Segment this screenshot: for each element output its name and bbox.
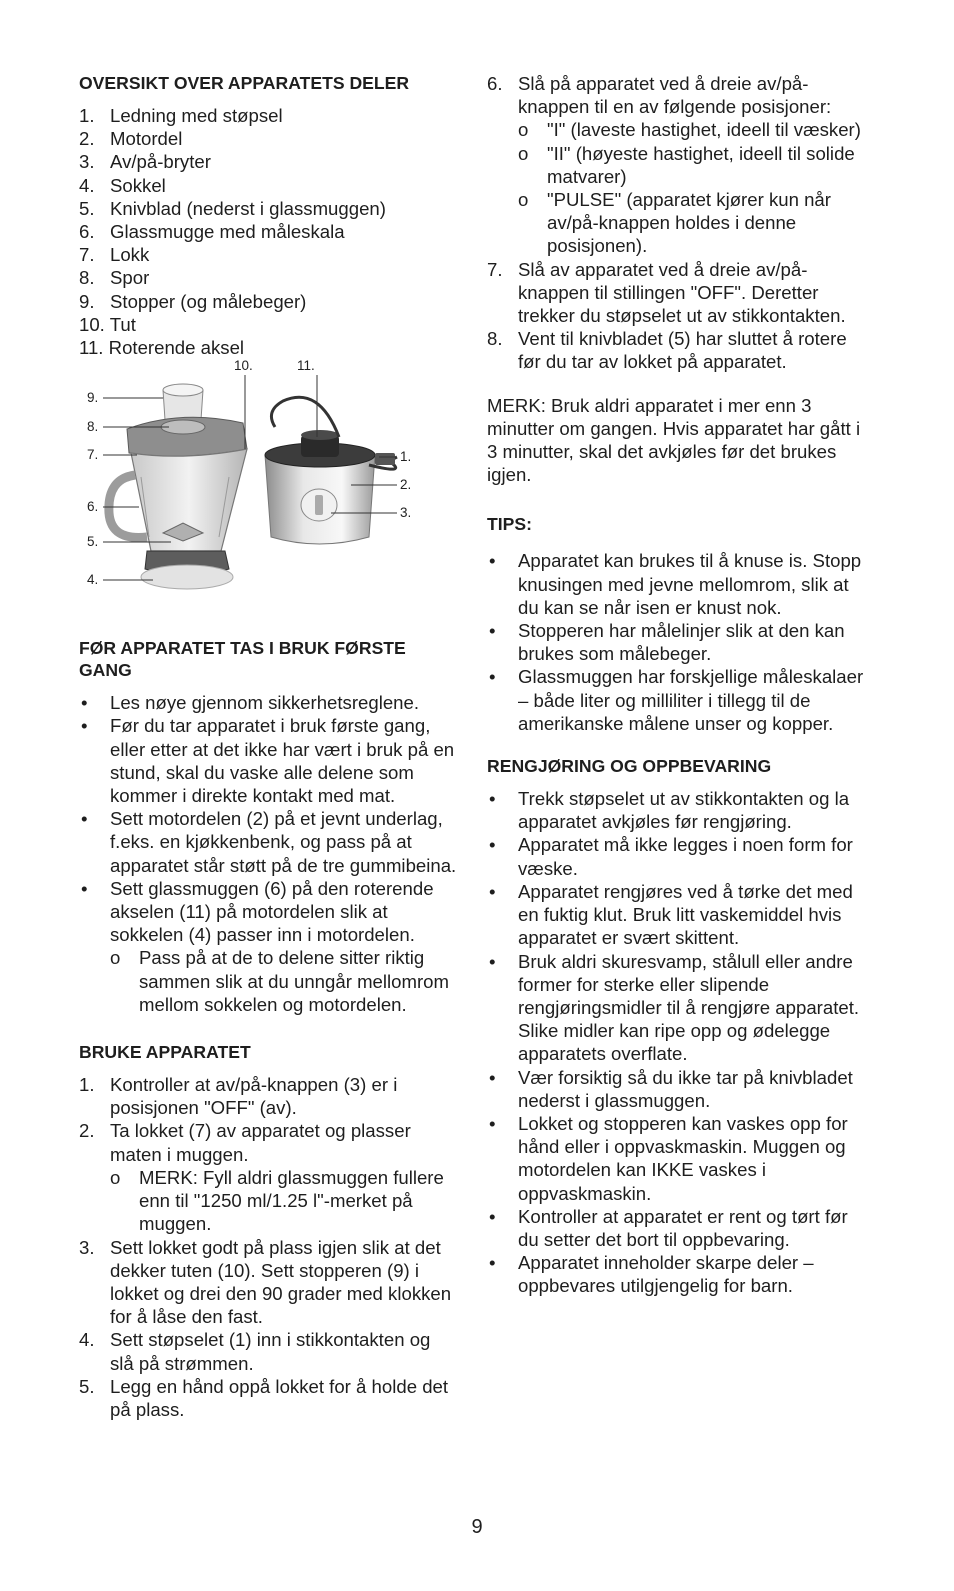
callout-label-7: 7. — [87, 447, 99, 463]
use-step — [487, 258, 872, 328]
item-text: Spor — [110, 267, 150, 289]
item-text: Apparatet inneholder skarpe deler – oppbevares utilgjengelig for barn. — [518, 1252, 814, 1297]
right-column — [487, 72, 872, 1298]
step-number: 8. — [487, 328, 503, 350]
parts-list-item — [79, 104, 459, 127]
use-step — [79, 1375, 459, 1421]
cleaning-item — [487, 1066, 872, 1112]
item-text: Trekk støpselet ut av stikkontakten og la apparatet avkjøles før rengjøring. — [518, 788, 850, 833]
bullet-glyph: • — [81, 715, 88, 737]
item-text: MERK: Fyll aldri glassmuggen fullere enn til "1250 ml/1.25 l"-merket på muggen. — [139, 1166, 444, 1235]
step-number: 1. — [79, 1074, 95, 1096]
item-text: Glassmugge med måleskala — [110, 221, 345, 243]
item-text: Kontroller at apparatet er rent og tørt før du setter det bort til oppbevaring. — [518, 1205, 848, 1250]
step-number: 5. — [79, 1375, 95, 1397]
bullet-glyph: • — [81, 808, 88, 830]
step-number: 4. — [79, 1329, 95, 1351]
use-step-subitem — [518, 188, 872, 258]
sub-bullet-glyph: o — [518, 189, 529, 211]
callout-label-3: 3. — [400, 505, 412, 521]
step-text: Kontroller at av/på-knappen (3) er i posisjonen "OFF" (av). — [110, 1074, 398, 1119]
cleaning-list — [487, 787, 872, 1297]
first-use-sublist — [110, 946, 459, 1016]
parts-list-item — [79, 266, 459, 289]
item-text: Apparatet rengjøres ved å tørke det med en fuktig klut. Bruk litt vaskemiddel hvis apparatet er svært skittent. — [518, 880, 853, 949]
item-text: Lokk — [110, 244, 150, 266]
step-text: Legg en hånd oppå lokket for å holde det på plass. — [110, 1375, 449, 1420]
item-number: 2. — [79, 128, 95, 150]
sub-bullet-glyph: o — [518, 119, 529, 141]
use-step — [487, 327, 872, 373]
cleaning-item — [487, 833, 872, 879]
item-text: Les nøye gjennom sikkerhetsreglene. — [110, 692, 420, 714]
item-text: Apparatet kan brukes til å knuse is. Stopp knusingen med jevne mellomrom, slik at du kan se når isen er knust nok. — [518, 550, 862, 618]
tips-item — [487, 549, 872, 619]
parts-list-item — [79, 336, 459, 359]
bullet-glyph: • — [489, 1112, 496, 1134]
item-number: 10. — [79, 313, 105, 335]
first-use-item — [79, 877, 459, 1016]
bullet-glyph: • — [81, 692, 88, 714]
item-text: Glassmuggen har forskjellige måleskalaer – både liter og milliliter i tillegg til de amerikanske målene unser og kopper. — [518, 666, 864, 734]
bullet-glyph: • — [489, 1252, 496, 1274]
item-number: 11. — [79, 337, 104, 359]
use-step-sublist — [110, 1166, 459, 1236]
use-step-subitem — [518, 142, 872, 188]
first-use-heading: FØR APPARATET TAS I BRUK FØRSTE GANG — [79, 638, 406, 681]
tips-item — [487, 619, 872, 665]
item-text: "PULSE" (apparatet kjører kun når av/på-knappen holdes i denne posisjonen). — [547, 189, 831, 257]
bullet-glyph: • — [489, 620, 496, 642]
callout-label-1: 1. — [400, 449, 412, 465]
parts-list-item — [79, 290, 459, 313]
cleaning-item — [487, 1205, 872, 1251]
item-number: 4. — [79, 174, 95, 196]
use-step — [79, 1119, 459, 1235]
cleaning-item — [487, 950, 872, 1066]
item-text: Før du tar apparatet i bruk første gang, eller etter at det ikke har vært i bruk på en stund, skal du vaske alle delene som kommer i direkte kontakt med mat. — [110, 715, 455, 807]
first-use-subitem — [110, 946, 459, 1016]
callout-label-5: 5. — [87, 534, 99, 550]
callout-label-9: 9. — [87, 390, 99, 406]
step-number: 7. — [487, 258, 503, 280]
use-steps-right — [487, 72, 872, 374]
item-text: Stopper (og målebeger) — [110, 290, 307, 312]
item-text: Vær forsiktig så du ikke tar på knivbladet nederst i glassmuggen. — [518, 1066, 853, 1111]
item-text: Sett glassmuggen (6) på den roterende akselen (11) på motordelen slik at sokkelen (4) passer inn i motordelen. — [110, 877, 434, 946]
bullet-glyph: • — [489, 880, 496, 902]
item-text: Bruk aldri skuresvamp, stålull eller andre former for sterke eller slipende rengjøringsmidler til å rengjøre apparatet. Slike midler kan ripe opp og ødelegge apparatets overflate. — [518, 950, 860, 1065]
step-number: 3. — [79, 1236, 95, 1258]
step-text: Sett støpselet (1) inn i stikkontakten og slå på strømmen. — [110, 1329, 431, 1374]
item-text: Ledning med støpsel — [110, 105, 283, 126]
item-text: Roterende aksel — [108, 337, 245, 359]
callout-label-8: 8. — [87, 419, 99, 435]
first-use-list — [79, 691, 459, 1016]
item-text: Pass på at de to delene sitter riktig sammen slik at du unngår mellomrom mellom sokkelen og motordelen. — [139, 947, 450, 1015]
bullet-glyph: • — [489, 834, 496, 856]
item-text: Motordel — [110, 128, 183, 150]
callout-label-11: 11. — [297, 358, 315, 374]
item-text: Av/på-bryter — [110, 151, 211, 173]
bullet-glyph: • — [489, 1066, 496, 1088]
cleaning-item — [487, 1112, 872, 1205]
callout-label-2: 2. — [400, 477, 412, 493]
cleaning-item — [487, 1251, 872, 1297]
use-steps-left — [79, 1073, 459, 1421]
use-step — [487, 72, 872, 258]
tips-heading: TIPS: — [487, 514, 532, 535]
parts-list-item — [79, 150, 459, 173]
item-text: Stopperen har målelinjer slik at den kan brukes som målebeger. — [518, 620, 845, 665]
callout-label-10: 10. — [234, 358, 253, 374]
step-number: 6. — [487, 73, 503, 94]
bullet-glyph: • — [489, 550, 496, 572]
item-number: 1. — [79, 105, 95, 126]
first-use-item — [79, 691, 459, 714]
item-number: 9. — [79, 290, 95, 312]
callout-label-4: 4. — [87, 572, 99, 588]
use-step-subitem — [110, 1166, 459, 1236]
bullet-glyph: • — [489, 666, 496, 688]
parts-list-item — [79, 220, 459, 243]
tips-list — [487, 549, 872, 735]
bullet-glyph: • — [489, 950, 496, 972]
step-text: Ta lokket (7) av apparatet og plasser maten i muggen. — [110, 1120, 411, 1165]
parts-list-item — [79, 197, 459, 220]
page-number: 9 — [471, 1516, 483, 1538]
parts-list — [79, 104, 459, 359]
bullet-glyph: • — [489, 1205, 496, 1227]
item-number: 7. — [79, 244, 95, 266]
item-number: 5. — [79, 197, 95, 219]
step-text: Vent til knivbladet (5) har sluttet å rotere før du tar av lokket på apparatet. — [518, 328, 847, 373]
use-step-subitem — [518, 118, 872, 141]
item-text: "I" (laveste hastighet, ideell til væsker) — [547, 119, 861, 141]
cleaning-heading: RENGJØRING OG OPPBEVARING — [487, 756, 772, 777]
item-text: Tut — [109, 313, 136, 335]
item-text: Sokkel — [110, 174, 166, 196]
sub-bullet-glyph: o — [518, 142, 529, 164]
item-number: 6. — [79, 221, 95, 243]
use-step — [79, 1236, 459, 1329]
step-text: Slå av apparatet ved å dreie av/på-knappen til stillingen "OFF". Deretter trekker du støpselet ut av stikkontakten. — [518, 258, 846, 327]
item-text: Sett motordelen (2) på et jevnt underlag, f.eks. en kjøkkenbenk, og pass på at apparatet står støtt på de tre gummibeina. — [110, 808, 457, 876]
parts-list-item — [79, 313, 459, 336]
step-number: 2. — [79, 1120, 95, 1142]
parts-list-item — [79, 243, 459, 266]
item-number: 8. — [79, 267, 95, 289]
cleaning-item — [487, 787, 872, 833]
item-text: Knivblad (nederst i glassmuggen) — [110, 197, 386, 219]
bullet-glyph: • — [81, 877, 88, 899]
callout-label-6: 6. — [87, 499, 99, 515]
item-text: "II" (høyeste hastighet, ideell til solide matvarer) — [547, 142, 855, 187]
sub-bullet-glyph: o — [110, 1166, 121, 1188]
parts-list-item — [79, 174, 459, 197]
usage-note: MERK: Bruk aldri apparatet i mer enn 3 minutter om gangen. Hvis apparatet har gått i 3 minutter, skal det avkjøles før det brukes igjen. — [487, 394, 861, 486]
use-step — [79, 1073, 459, 1119]
use-step-sublist — [518, 118, 872, 257]
first-use-item — [79, 807, 459, 877]
overview-heading: OVERSIKT OVER APPARATETS DELER — [79, 73, 410, 93]
item-number: 3. — [79, 151, 95, 173]
step-text: Sett lokket godt på plass igjen slik at det dekker tuten (10). Sett stopperen (9) i lokket og drei den 90 grader med klokken for å låse den fast. — [110, 1236, 452, 1328]
item-text: Lokket og stopperen kan vaskes opp for hånd eller i oppvaskmaskin. Muggen og motordelen kan IKKE vaskes i oppvaskmaskin. — [518, 1112, 848, 1204]
bullet-glyph: • — [489, 788, 496, 810]
first-use-item — [79, 714, 459, 807]
sub-bullet-glyph: o — [110, 947, 121, 969]
cleaning-item — [487, 880, 872, 950]
left-column — [79, 72, 459, 1421]
parts-list-item — [79, 127, 459, 150]
step-text: Slå på apparatet ved å dreie av/på-knappen til en av følgende posisjoner: — [518, 73, 832, 118]
item-text: Apparatet må ikke legges i noen form for væske. — [518, 834, 853, 879]
tips-item — [487, 665, 872, 735]
blender-diagram — [79, 358, 459, 605]
use-heading: BRUKE APPARATET — [79, 1042, 251, 1063]
use-step — [79, 1328, 459, 1374]
